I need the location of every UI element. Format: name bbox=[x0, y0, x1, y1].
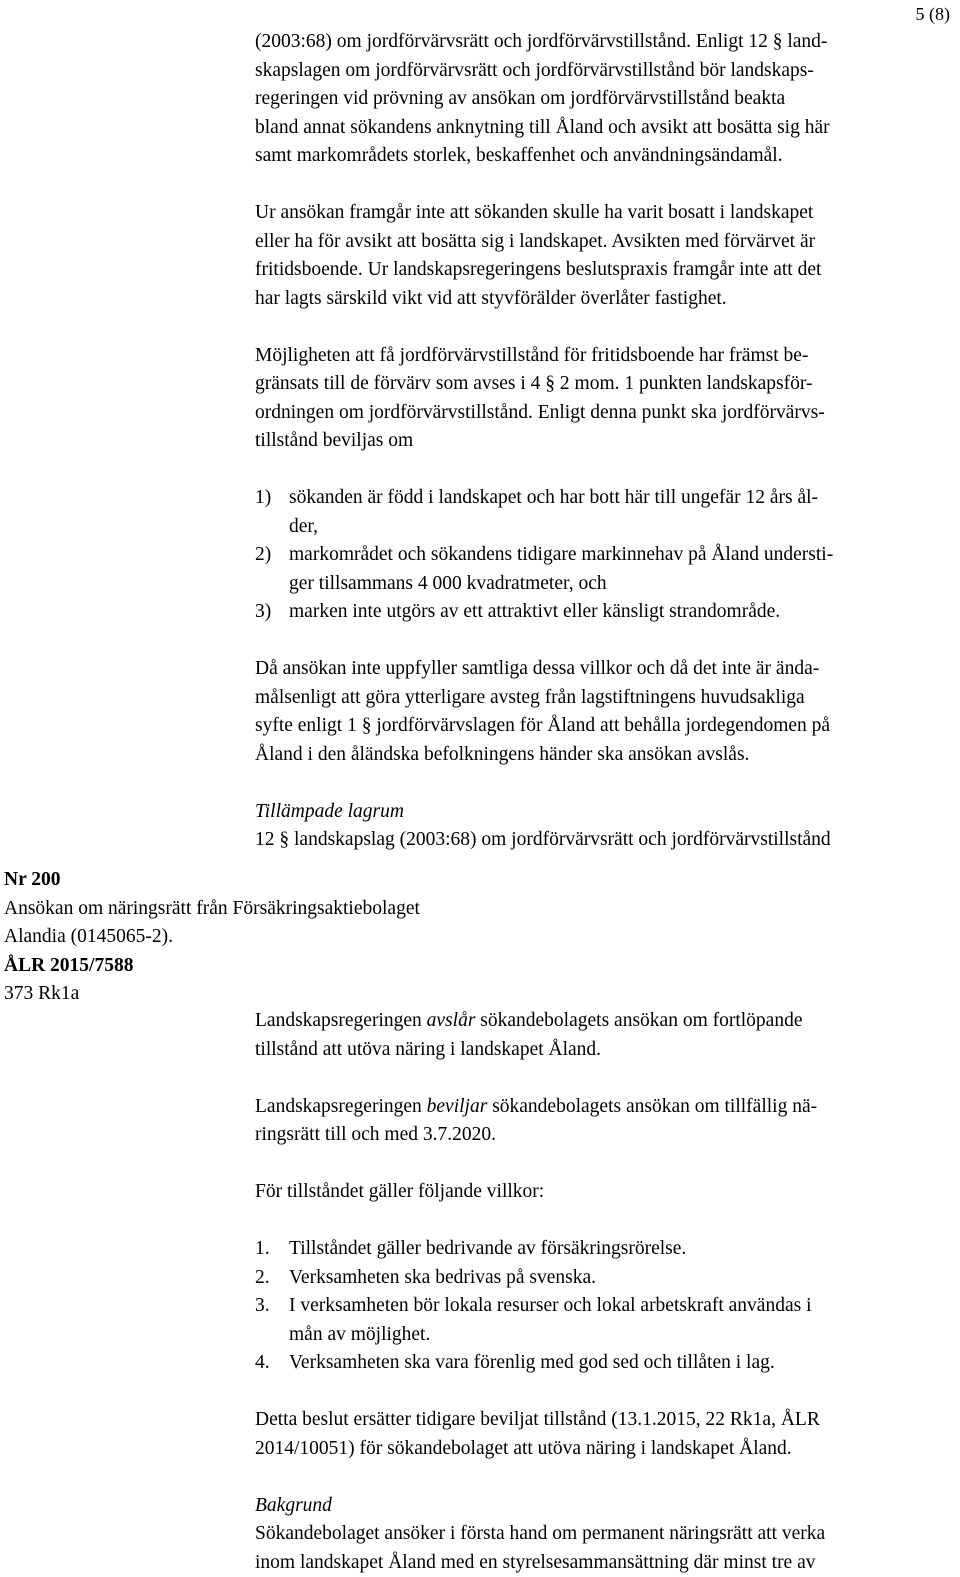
paragraph-rejection bbox=[255, 655, 955, 769]
top-section bbox=[255, 28, 955, 855]
conditions-list bbox=[255, 484, 955, 627]
list-number: 2. bbox=[255, 1264, 270, 1293]
text-line: der, bbox=[289, 513, 955, 542]
text-line: Verksamheten ska bedrivas på svenska. bbox=[289, 1264, 955, 1293]
list-item bbox=[255, 1349, 955, 1378]
case-title-line: Alandia (0145065-2). bbox=[4, 923, 524, 952]
text-line: (2003:68) om jordförvärvsrätt och jordförvärvstillstånd. Enligt 12 § land- bbox=[255, 28, 955, 57]
text-line: Sökandebolaget ansöker i första hand om permanent näringsrätt att verka bbox=[255, 1520, 955, 1549]
list-item bbox=[255, 484, 955, 541]
text-line: markområdet och sökandens tidigare markinnehav på Åland understi- bbox=[289, 541, 955, 570]
text-line: syfte enligt 1 § jordförvärvslagen för Åland att behålla jordegendomen på bbox=[255, 712, 955, 741]
text-line: regeringen vid prövning av ansökan om jordförvärvstillstånd beakta bbox=[255, 85, 955, 114]
text-line: samt markområdets storlek, beskaffenhet och användningsändamål. bbox=[255, 142, 955, 171]
text-line: ger tillsammans 4 000 kvadratmeter, och bbox=[289, 570, 955, 599]
text-line: ringsrätt till och med 3.7.2020. bbox=[255, 1121, 955, 1150]
list-number: 4. bbox=[255, 1349, 270, 1378]
text-line: mån av möjlighet. bbox=[289, 1321, 955, 1350]
text-line: eller ha för avsikt att bosätta sig i landskapet. Avsikten med förvärvet är bbox=[255, 228, 955, 257]
list-item bbox=[255, 541, 955, 598]
emphasis-text: avslår bbox=[427, 1010, 476, 1031]
text-span: sökandebolagets ansökan om fortlöpande bbox=[475, 1010, 802, 1031]
decision-section bbox=[255, 1007, 955, 1577]
list-item bbox=[255, 1235, 955, 1264]
text-line: Tillståndet gäller bedrivande av försäkringsrörelse. bbox=[289, 1235, 955, 1264]
case-code: 373 Rk1a bbox=[4, 980, 524, 1009]
terms-list bbox=[255, 1235, 955, 1378]
case-title-line: Ansökan om näringsrätt från Försäkringsaktiebolaget bbox=[4, 895, 524, 924]
paragraph-terms-intro: För tillståndet gäller följande villkor: bbox=[255, 1178, 955, 1207]
list-item bbox=[255, 1292, 955, 1349]
text-line: marken inte utgörs av ett attraktivt eller känsligt strandområde. bbox=[289, 598, 955, 627]
list-number: 1) bbox=[255, 484, 271, 513]
page-number: 5 (8) bbox=[916, 0, 951, 29]
case-header bbox=[4, 866, 524, 1009]
list-number: 2) bbox=[255, 541, 271, 570]
emphasis-text: beviljar bbox=[427, 1096, 488, 1117]
paragraph-application bbox=[255, 199, 955, 313]
list-number: 3) bbox=[255, 598, 271, 627]
text-line: tillstånd beviljas om bbox=[255, 427, 955, 456]
paragraph-rejects bbox=[255, 1007, 955, 1064]
text-line: Verksamheten ska vara förenlig med god sed och tillåten i lag. bbox=[289, 1349, 955, 1378]
case-number: Nr 200 bbox=[4, 866, 524, 895]
text-line: skapslagen om jordförvärvsrätt och jordförvärvstillstånd bör landskaps- bbox=[255, 57, 955, 86]
text-line: fritidsboende. Ur landskapsregeringens beslutspraxis framgår inte att det bbox=[255, 256, 955, 285]
list-item bbox=[255, 1264, 955, 1293]
text-line: inom landskapet Åland med en styrelsesammansättning där minst tre av bbox=[255, 1549, 955, 1577]
paragraph-possibility bbox=[255, 342, 955, 456]
text-line: I verksamheten bör lokala resurser och lokal arbetskraft användas i bbox=[289, 1292, 955, 1321]
text-line: Åland i den åländska befolkningens händer ska ansökan avslås. bbox=[255, 741, 955, 770]
text-span: Landskapsregeringen bbox=[255, 1010, 427, 1031]
text-line: Detta beslut ersätter tidigare beviljat tillstånd (13.1.2015, 22 Rk1a, ÅLR bbox=[255, 1406, 955, 1435]
text-line: 2014/10051) för sökandebolaget att utöva näring i landskapet Åland. bbox=[255, 1435, 955, 1464]
text-span: sökandebolagets ansökan om tillfällig nä- bbox=[487, 1096, 817, 1117]
text-line: har lagts särskild vikt vid att styvförälder överlåter fastighet. bbox=[255, 285, 955, 314]
text-line: Möjligheten att få jordförvärvstillstånd för fritidsboende har främst be- bbox=[255, 342, 955, 371]
list-item bbox=[255, 598, 955, 627]
paragraph-replaces bbox=[255, 1406, 955, 1463]
text-line: målsenligt att göra ytterligare avsteg från lagstiftningens huvudsakliga bbox=[255, 684, 955, 713]
list-number: 1. bbox=[255, 1235, 270, 1264]
text-line: Då ansökan inte uppfyller samtliga dessa villkor och då det inte är ända- bbox=[255, 655, 955, 684]
paragraph-grants bbox=[255, 1093, 955, 1150]
text-line: gränsats till de förvärv som avses i 4 § 2 mom. 1 punkten landskapsför- bbox=[255, 370, 955, 399]
text-line: ordningen om jordförvärvstillstånd. Enligt denna punkt ska jordförvärvs- bbox=[255, 399, 955, 428]
text-line: sökanden är född i landskapet och har bott här till ungefär 12 års ål- bbox=[289, 484, 955, 513]
list-number: 3. bbox=[255, 1292, 270, 1321]
text-line: bland annat sökandens anknytning till Åland och avsikt att bosätta sig här bbox=[255, 114, 955, 143]
law-heading: Tillämpade lagrum bbox=[255, 798, 955, 827]
text-span: Landskapsregeringen bbox=[255, 1096, 427, 1117]
text-line: Ur ansökan framgår inte att sökanden skulle ha varit bosatt i landskapet bbox=[255, 199, 955, 228]
law-text: 12 § landskapslag (2003:68) om jordförvärvsrätt och jordförvärvstillstånd bbox=[255, 826, 955, 855]
case-reference: ÅLR 2015/7588 bbox=[4, 952, 524, 981]
paragraph-law-intro bbox=[255, 28, 955, 171]
background-heading: Bakgrund bbox=[255, 1492, 955, 1521]
text-line: tillstånd att utöva näring i landskapet Åland. bbox=[255, 1036, 955, 1065]
paragraph-background bbox=[255, 1520, 955, 1577]
